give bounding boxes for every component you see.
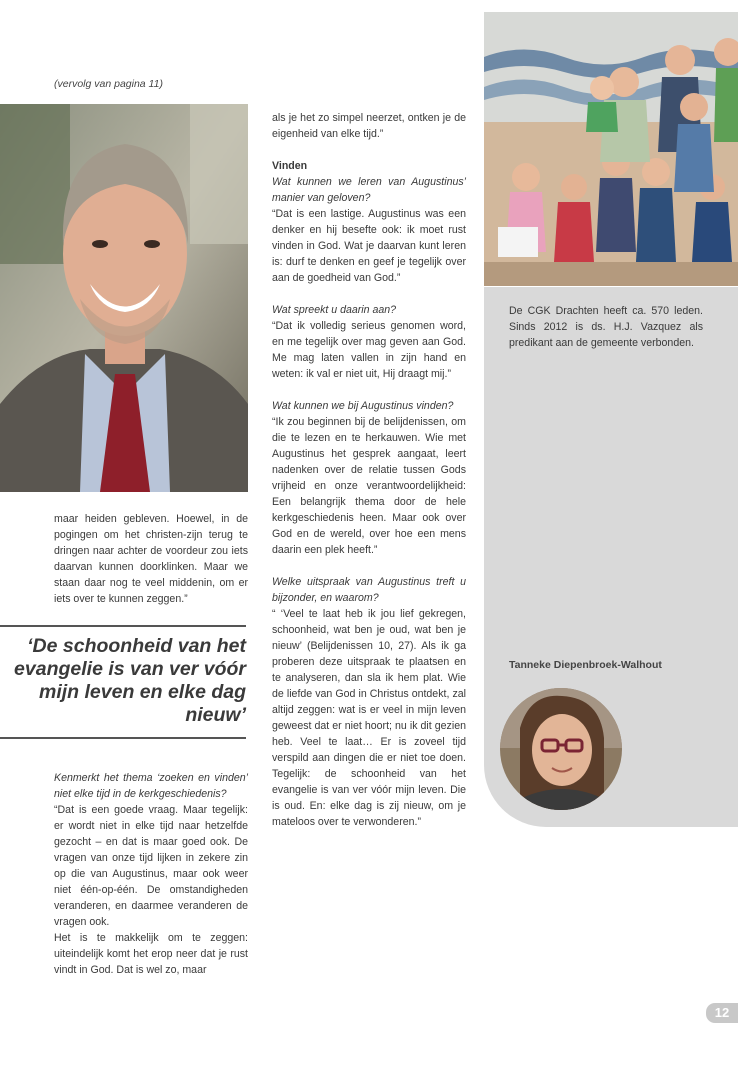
- page-number: 12: [706, 1003, 738, 1023]
- question: Kenmerkt het thema ‘zoeken en vinden’ niet elke tijd in de kerkgeschiedenis?: [54, 772, 248, 800]
- answer: Het is te makkelijk om te zeggen: uiteindelijk komt het erop neer dat je rust vindt in God. Dat is wel zo, maar: [54, 932, 248, 976]
- pull-quote: [0, 625, 246, 739]
- paragraph: als je het zo simpel neerzet, ontken je de eigenheid van elke tijd.”: [272, 112, 466, 140]
- sidebar-text: [509, 303, 703, 351]
- section-heading: Vinden: [272, 160, 308, 172]
- question: Wat spreekt u daarin aan?: [272, 304, 397, 316]
- author-portrait: [500, 688, 622, 810]
- sidebar-paragraph: De CGK Drachten heeft ca. 570 leden. Sinds 2012 is ds. H.J. Vazquez als predikant aan de gemeente verbonden.: [509, 305, 703, 349]
- pull-quote-text: ‘De schoonheid van het evangelie is van ver vóór mijn leven en elke dag nieuw’: [14, 635, 246, 726]
- answer: “Ik zou beginnen bij de belijdenissen, om die te lezen en te herkauwen. Wie met Augustinus het gesprek aangaat, leert nadenken over de relatie tussen Gods vrijheid en onze verantwoordelijkheid: Een belangrijk thema door de hele kerkgeschiedenis heen. Maar ook over God en de wereld, over hoe een mens daarin een plek heeft.”: [272, 416, 466, 556]
- answer: “Dat ik volledig serieus genomen word, en me tegelijk over mag geven aan God. Me mag laten vallen in zijn hand en weten: ik val er niet uit, Hij draagt mij.”: [272, 320, 466, 380]
- column1-top-text: [54, 511, 248, 607]
- column2-text: [272, 110, 466, 830]
- children-photo: [484, 12, 738, 286]
- question: Wat kunnen we bij Augustinus vinden?: [272, 400, 454, 412]
- paragraph: maar heiden gebleven. Hoewel, in de pogingen om het christen-zijn terug te dringen naar achter de voordeur zou iets daarvan kunnen doorklinken. Maar we staan daar nog te veel middenin, om er iets over te kunnen zeggen.”: [54, 513, 248, 605]
- answer: “Dat is een goede vraag. Maar tegelijk: er wordt niet in elke tijd naar hetzelfde gezocht – en dat is maar goed ook. De vragen van onze tijd lijken in zekere zin op die van Augustinus, maar ook weer niet één-op-één. De omstandigheden veranderen, en daarmee veranderen de vragen ook.: [54, 804, 248, 928]
- answer: “Dat is een lastige. Augustinus was een denker en hij besefte ook: ik moet rust vinden in God. Wat je daarvan kunt leren is: durf te denken en geef je tegelijk over aan de goedheid van God.”: [272, 208, 466, 284]
- continuation-note: (vervolg van pagina 11): [54, 78, 163, 90]
- column1-bottom-text: [54, 770, 248, 978]
- question: Welke uitspraak van Augustinus treft u bijzonder, en waarom?: [272, 576, 466, 604]
- question: Wat kunnen we leren van Augustinus’ manier van geloven?: [272, 176, 466, 204]
- pastor-photo: [0, 104, 248, 492]
- author-name: Tanneke Diepenbroek-Walhout: [509, 659, 662, 671]
- answer: “ ‘Veel te laat heb ik jou lief gekregen, schoonheid, wat ben je oud, wat ben je nieuw’ (Belijdenissen 10, 27). Als ik ga proberen deze uitspraak te plaatsen en te analyseren, dan sla ik hem plat. Wie de liefde van God in Christus ontdekt, zal altijd zeggen: wat is er veel in mijn leven geweest dat er niet hoort; nu ik dit gezien heb. Veel te laat… Er is zoveel tijd verspild aan dingen die er niet toe doen. Tegelijk: de schoonheid van het evangelie is van ver vóór mijn leven. Die is oud. En: elke dag is zij nieuw, om je mateloos over te verwonderen.”: [272, 608, 466, 828]
